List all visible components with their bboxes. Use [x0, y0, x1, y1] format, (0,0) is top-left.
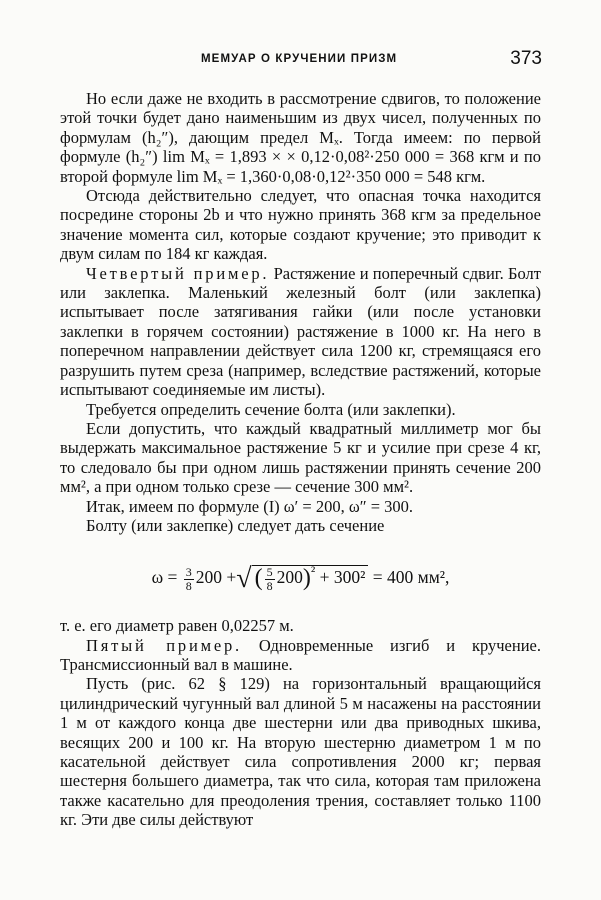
formula-lhs: ω = — [151, 567, 182, 588]
paren-open: ( — [254, 565, 263, 592]
example-four-paragraph — [60, 264, 541, 400]
fraction-denominator: 8 — [266, 578, 273, 593]
radicand — [252, 564, 369, 593]
paragraph: Если допустить, что каждый квадратный миллиметр мог бы выдержать максимальное растяжение 5 кг и усилие при срезе 4 кг, то следовало бы при одном лишь растяжении принять сечение 200 мм², а при одном только срезе — сечение 300 мм². — [60, 418, 541, 497]
formula-term: + 300² — [315, 567, 366, 588]
radical-sign: √ — [236, 563, 252, 595]
fraction-denominator: 8 — [185, 578, 192, 593]
formula-rhs: = 400 мм², — [368, 567, 450, 588]
example-four-title: Четвертый пример. — [86, 263, 270, 283]
body-text — [60, 89, 541, 830]
fraction-numerator: 5 — [266, 564, 273, 579]
paragraph: т. е. его диаметр равен 0,02257 м. — [60, 616, 294, 636]
running-title: МЕМУАР О КРУЧЕНИИ ПРИЗМ — [201, 53, 398, 65]
example-five-title: Пятый пример. — [86, 635, 242, 655]
fraction-numerator: 3 — [185, 564, 192, 579]
page-number: 373 — [510, 48, 542, 69]
paragraph: Пусть (рис. 62 § 129) на горизонтальный вращающийся цилиндрический чугунный вал длиной 5 м насажены на расстоянии 1 м от каждого конца две шестерни или два приводных шкива, весящих 200 и 100 кг. На вторую шестерню диаметром 1 м по касательной действует сила сопротивления 2000 кг; первая шестерня большего диаметра, так что сила, которая там приложена также касательно для преодоления трения, составляет только 1100 кг. Эти две силы действуют — [60, 674, 541, 830]
paragraph: Отсюда действительно следует, что опасная точка находится посредине стороны 2b и что нужно принять 368 кгм за предельное значение момента сил, которые создают кручение; это приводит к двум силам по 184 кг каждая. — [60, 186, 541, 264]
example-four-text: Растяжение и поперечный сдвиг. Болт или заклепка. Маленький железный болт (или заклепка) испытывает после затягивания гайки (или после установки заклепки в горячем состоянии) растяжение в 1000 кг. На него в поперечном направлении действует сила 1200 кг, стремящаяся его разрушить путем среза (например, вследствие растяжений, которые испытывают соединяемые им листы). — [60, 263, 541, 400]
fraction-three-eighths — [184, 566, 194, 593]
paren-close: ) — [302, 565, 311, 592]
square-exponent: ² — [310, 564, 316, 581]
paragraph: Но если даже не входить в рассмотрение сдвигов, то положение этой точки будет дано наименьшим из двух чисел, полученных по формулам (h₂″), дающим предел Mₓ. Тогда имеем: по первой формуле (h₂″) lim Mₓ = 1,893 × × 0,12·0,08²·250 000 = 368 кгм и по второй формуле lim Mₓ = 1,360·0,08·0,12²·350 000 = 548 кгм. — [60, 89, 541, 186]
paragraph: Болту (или заклепке) следует дать сечение — [86, 515, 385, 535]
fraction-five-eighths — [265, 566, 275, 593]
paragraph: Требуется определить сечение болта (или заклепки). — [86, 399, 456, 419]
section-formula — [60, 557, 541, 594]
formula-term: 200 — [276, 567, 303, 588]
formula-term: 200 + — [195, 567, 237, 588]
example-five-paragraph — [60, 636, 541, 675]
page-header — [60, 48, 542, 74]
example-five-text: Одновременные изгиб и кручение. Трансмиссионный вал в машине. — [60, 635, 541, 674]
paragraph: Итак, имеем по формуле (I) ω′ = 200, ω″ = 300. — [86, 496, 413, 516]
